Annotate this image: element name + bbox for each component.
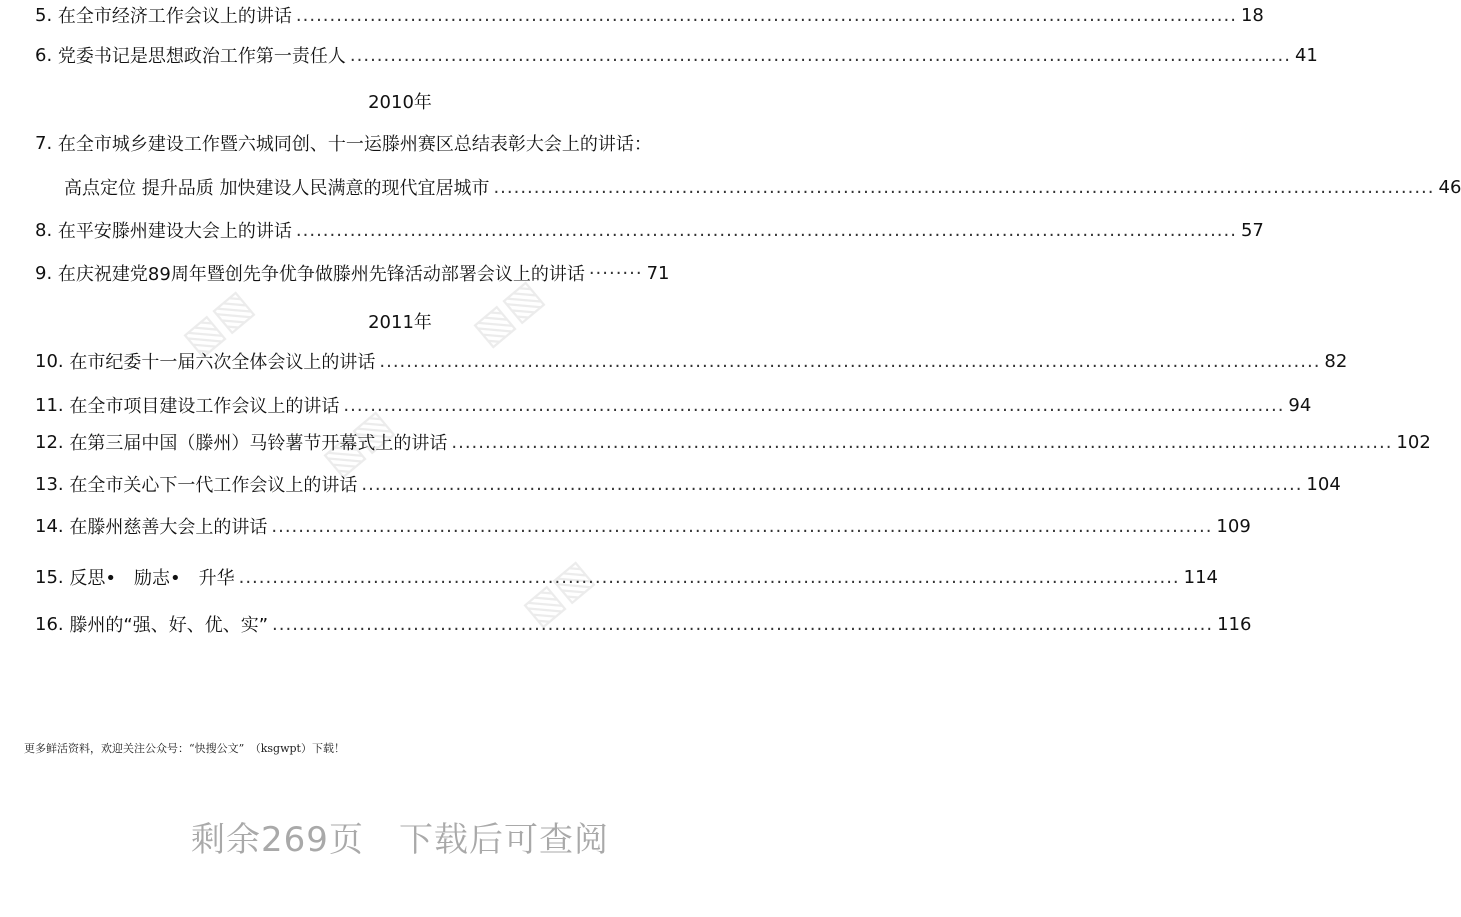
entry-number: 15.: [35, 566, 64, 588]
entry-title: 在全市关心下一代工作会议上的讲话: [69, 475, 358, 496]
footer-note: 更多鲜活资料，欢迎关注公众号：“快搜公文” （ksgwpt）下载！: [24, 742, 345, 755]
entry-title: 在平安滕州建设大会上的讲话: [57, 221, 292, 242]
entry-page: 104: [1306, 473, 1341, 495]
entry-title: 反思• 励志• 升华: [69, 568, 235, 589]
entry-number: 5.: [35, 4, 53, 26]
entry-title: 在全市项目建设工作会议上的讲话: [69, 396, 340, 417]
entry-number: 16.: [35, 613, 64, 635]
entry-page: 116: [1217, 613, 1252, 635]
dot-leader: ............................................................................................................................................: [349, 44, 1291, 66]
entry-page: 71: [646, 262, 670, 284]
entry-page: 57: [1240, 219, 1264, 241]
entry-title: 在滕州慈善大会上的讲话: [69, 517, 268, 538]
entry-page: 18: [1240, 4, 1264, 26]
toc-entry-7-subtitle[interactable]: [64, 172, 1461, 202]
dot-leader: ............................................................................................................................................: [272, 613, 1214, 635]
watermark: ▧▧: [314, 401, 402, 485]
entry-number: 12.: [35, 431, 64, 453]
entry-title: 在第三届中国（滕州）马铃薯节开幕式上的讲话: [69, 433, 448, 454]
dot-leader: ............................................................................................................................................: [493, 176, 1435, 198]
entry-number: 9.: [35, 262, 53, 284]
toc-entry-7[interactable]: [35, 128, 778, 158]
dot-leader: ............................................................................................................................................: [295, 219, 1237, 241]
toc-entry-16[interactable]: [35, 609, 1252, 639]
entry-title: 在全市城乡建设工作暨六城同创、十一运滕州赛区总结表彰大会上的讲话：: [57, 134, 652, 155]
year-heading-2011: 2011年: [368, 312, 432, 333]
entry-number: 6.: [35, 44, 53, 66]
dot-leader: ............................................................................................................................................: [343, 394, 1285, 416]
entry-page: 94: [1288, 394, 1312, 416]
dot-leader: ............................................................................................................................................: [295, 4, 1237, 26]
toc-entry-11[interactable]: [35, 390, 1312, 420]
entry-number: 10.: [35, 350, 64, 372]
entry-title: 党委书记是思想政治工作第一责任人: [57, 46, 346, 67]
entry-title: 滕州的“强、好、优、实”: [69, 615, 269, 636]
watermark: ▧▧: [464, 271, 552, 355]
entry-title: 高点定位 提升品质 加快建设人民满意的现代宜居城市: [64, 178, 490, 199]
toc-entry-6[interactable]: [35, 40, 1318, 70]
dot-leader: ········: [588, 262, 643, 284]
year-heading-2010: 2010年: [368, 92, 432, 113]
dot-leader: ............................................................................................................................................: [451, 431, 1393, 453]
dot-leader: ............................................................................................................................................: [379, 350, 1321, 372]
toc-entry-10[interactable]: [35, 346, 1348, 376]
toc-entry-15[interactable]: [35, 562, 1219, 592]
remaining-pages-banner[interactable]: 剩余269页 下载后可查阅: [191, 820, 609, 860]
entry-page: 46: [1438, 176, 1461, 198]
entry-page: 41: [1294, 44, 1318, 66]
toc-entry-5[interactable]: [35, 0, 1264, 30]
entry-title: 在市纪委十一届六次全体会议上的讲话: [69, 352, 376, 373]
watermark: ▧▧: [514, 551, 602, 635]
entry-number: 13.: [35, 473, 64, 495]
entry-number: 7.: [35, 132, 53, 154]
entry-number: 14.: [35, 515, 64, 537]
entry-page: 109: [1216, 515, 1251, 537]
dot-leader: ............................................................................................................................................: [271, 515, 1213, 537]
entry-title: 在庆祝建党89周年暨创先争优争做滕州先锋活动部署会议上的讲话: [57, 264, 585, 285]
toc-entry-14[interactable]: [35, 511, 1251, 541]
entry-number: 8.: [35, 219, 53, 241]
entry-title: 在全市经济工作会议上的讲话: [57, 6, 292, 27]
toc-entry-8[interactable]: [35, 215, 1264, 245]
entry-page: 102: [1396, 431, 1431, 453]
toc-entry-12[interactable]: [35, 427, 1431, 457]
watermark: ▧▧: [174, 281, 262, 365]
entry-page: 114: [1183, 566, 1219, 588]
entry-number: 11.: [35, 394, 64, 416]
entry-page: 82: [1324, 350, 1348, 372]
dot-leader: ............................................................................................................................................: [361, 473, 1303, 495]
dot-leader: ............................................................................................................................................: [238, 566, 1180, 588]
toc-entry-9[interactable]: [35, 258, 778, 288]
toc-entry-13[interactable]: [35, 469, 1341, 499]
